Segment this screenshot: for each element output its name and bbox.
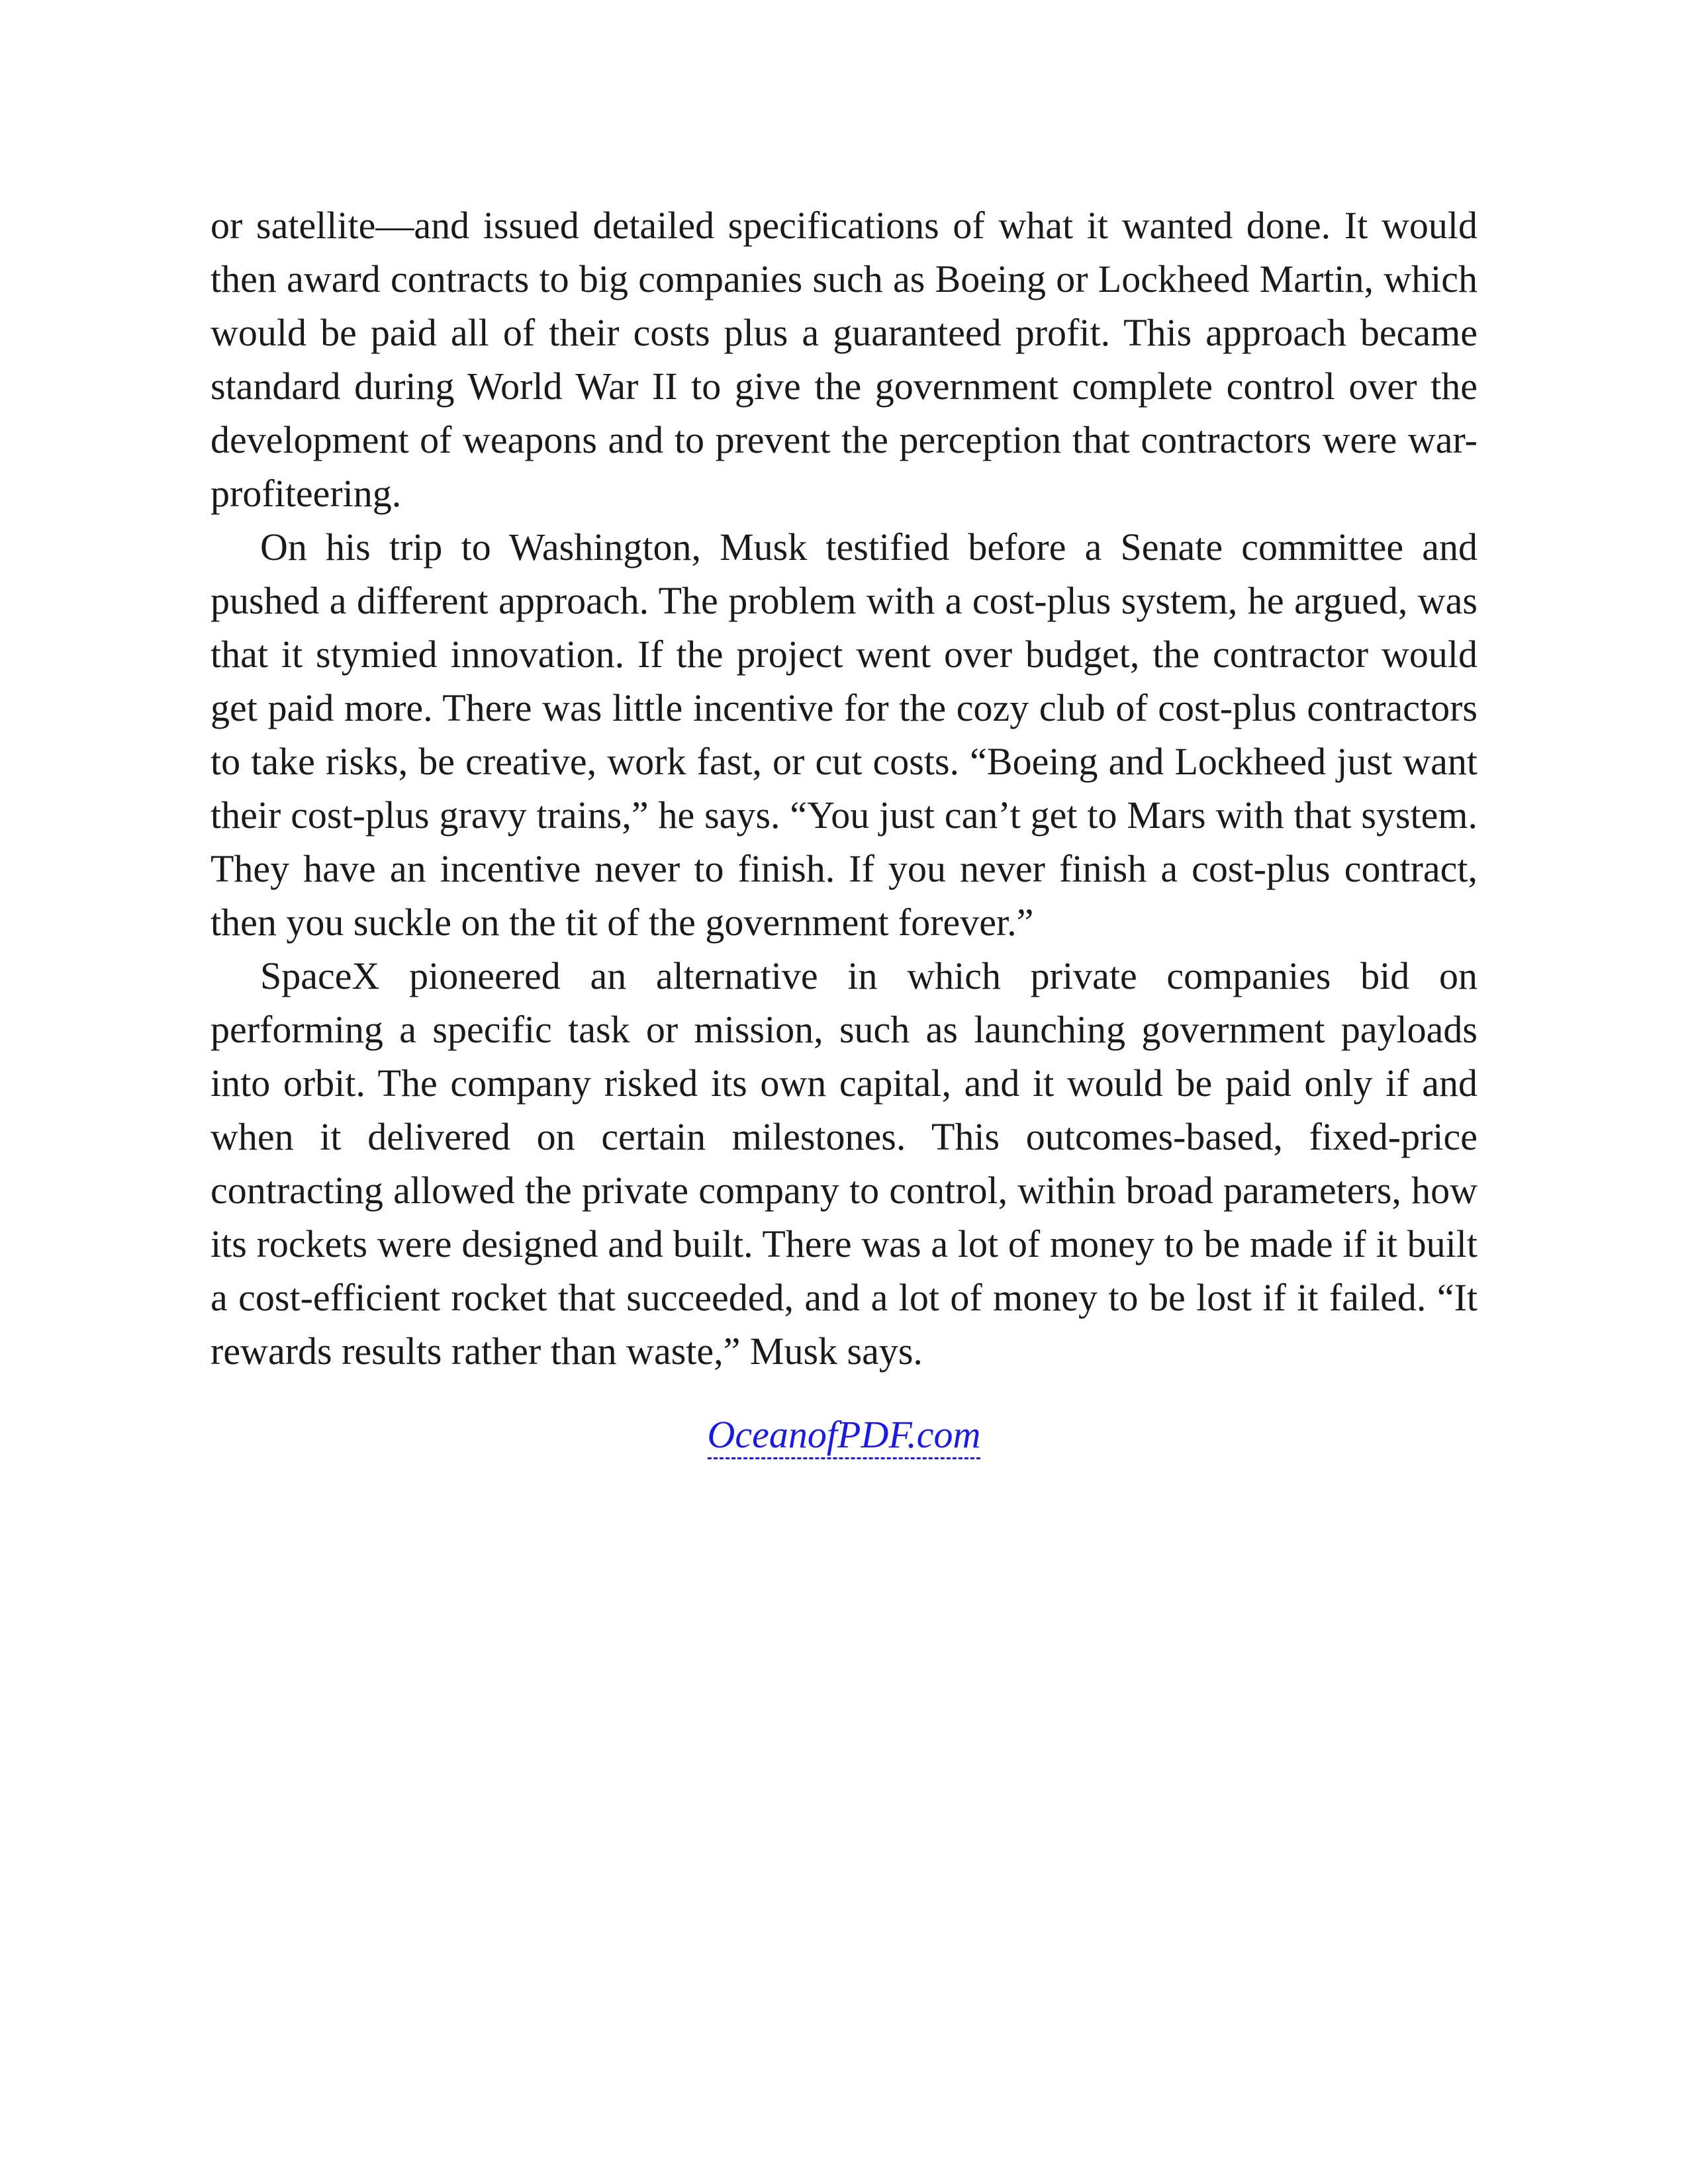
oceanofpdf-link[interactable]: OceanofPDF.com — [708, 1413, 981, 1459]
paragraph-1: or satellite—and issued detailed specifications of what it wanted done. It would then award contracts to big companies such as Boeing or Lockheed Martin, which would be paid all of their costs plus a guaranteed profit. This approach became standard during World War II to give the government complete control over the development of weapons and to prevent the perception that contractors were war-profiteering. — [211, 204, 1477, 515]
paragraph-3: SpaceX pioneered an alternative in which private companies bid on performing a specific task or mission, such as launching government payloads into orbit. The company risked its own capital, and it would be paid only if and when it delivered on certain milestones. This outcomes-based, fixed-price contracting allowed the private company to control, within broad parameters, how its rockets were designed and built. There was a lot of money to be made if it built a cost-efficient rocket that succeeded, and a lot of money to be lost if it failed. “It rewards results rather than waste,” Musk says. — [211, 954, 1477, 1373]
page-body — [211, 199, 1477, 1378]
page-footer — [0, 1408, 1688, 1461]
paragraph-2: On his trip to Washington, Musk testified before a Senate committee and pushed a different approach. The problem with a cost-plus system, he argued, was that it stymied innovation. If the project went over budget, the contractor would get paid more. There was little incentive for the cozy club of cost-plus contractors to take risks, be creative, work fast, or cut costs. “Boeing and Lockheed just want their cost-plus gravy trains,” he says. “You just can’t get to Mars with that system. They have an incentive never to finish. If you never finish a cost-plus contract, then you suckle on the tit of the government forever.” — [211, 525, 1477, 944]
